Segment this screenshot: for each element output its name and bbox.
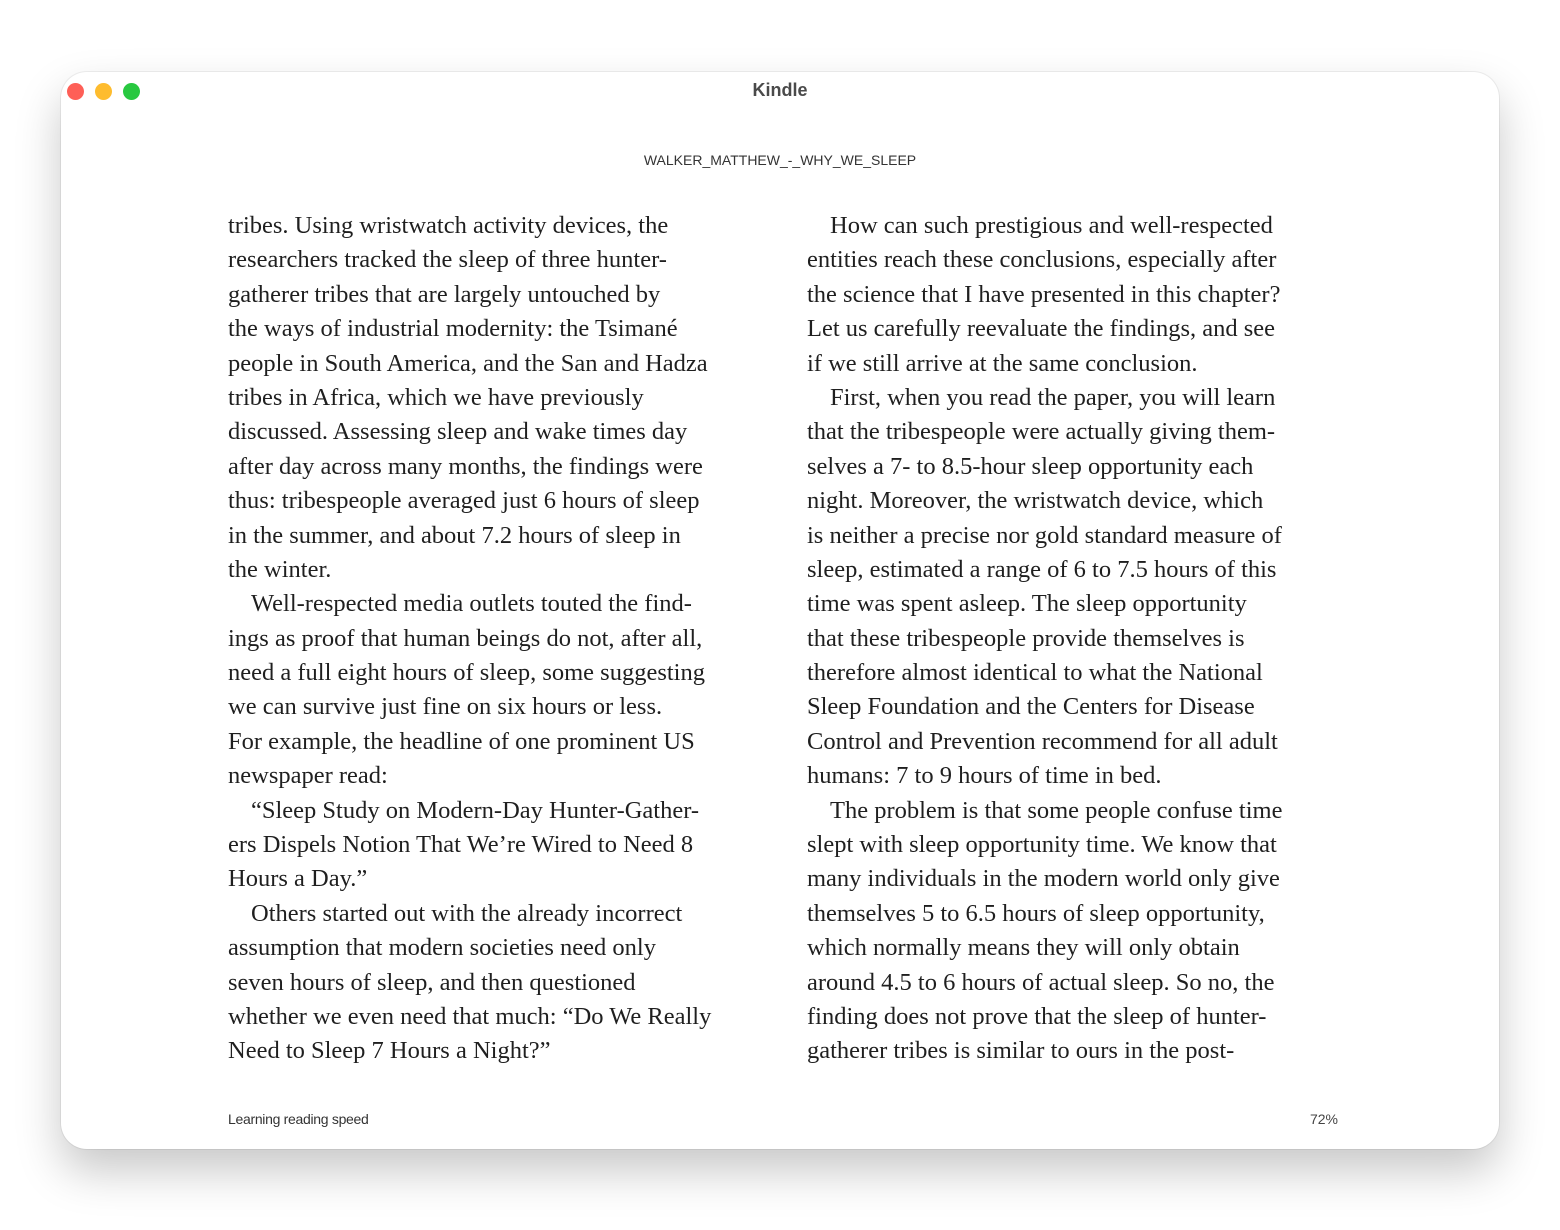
text-line: many individuals in the modern world only give [807, 865, 1280, 893]
text-line: Need to Sleep 7 Hours a Night?” [228, 1037, 551, 1065]
text-line: assumption that modern societies need only [228, 934, 656, 962]
text-line: ings as proof that human beings do not, after all, [228, 624, 703, 652]
book-title: WALKER_MATTHEW_-_WHY_WE_SLEEP [643, 152, 917, 168]
text-line: themselves 5 to 6.5 hours of sleep opportunity, [807, 899, 1265, 927]
text-line: we can survive just fine on six hours or less. [228, 693, 663, 721]
text-line: Sleep Foundation and the Centers for Disease [807, 693, 1255, 721]
text-line: people in South America, and the San and Hadza [228, 349, 708, 377]
text-line: around 4.5 to 6 hours of actual sleep. So no, the [807, 968, 1275, 996]
text-line: discussed. Assessing sleep and wake times day [228, 418, 688, 446]
text-line: night. Moreover, the wristwatch device, which [807, 487, 1264, 515]
text-line: newspaper read: [228, 762, 388, 790]
text-line: “Sleep Study on Modern-Day Hunter-Gather- [251, 796, 700, 824]
text-line: gatherer tribes that are largely untouched by [228, 280, 661, 308]
text-line: the ways of industrial modernity: the Tsimané [228, 315, 678, 343]
text-line: sleep, estimated a range of 6 to 7.5 hours of this [807, 555, 1277, 583]
text-line: is neither a precise nor gold standard measure of [807, 521, 1282, 549]
text-line: How can such prestigious and well-respected [830, 212, 1273, 239]
kindle-window [61, 72, 1499, 1149]
text-line: the science that I have presented in this chapter? [807, 280, 1281, 308]
text-line: which normally means they will only obtain [807, 934, 1240, 962]
text-line: ers Dispels Notion That We’re Wired to Need 8 [228, 831, 694, 859]
text-line: The problem is that some people confuse time [830, 796, 1283, 824]
text-line: whether we even need that much: “Do We Really [228, 1002, 712, 1030]
text-line: thus: tribespeople averaged just 6 hours of sleep [228, 487, 700, 515]
text-line: Let us carefully reevaluate the findings, and see [807, 315, 1276, 343]
page-right-column[interactable] [807, 209, 1352, 1069]
page-left-column[interactable] [228, 209, 773, 1069]
text-line: tribes in Africa, which we have previously [228, 383, 644, 411]
text-line: Hours a Day.” [228, 865, 368, 893]
text-line: gatherer tribes is similar to ours in the post- [807, 1037, 1235, 1065]
text-line: humans: 7 to 9 hours of time in bed. [807, 762, 1162, 790]
text-line: Well-respected media outlets touted the find- [251, 590, 692, 618]
text-line: time was spent asleep. The sleep opportunity [807, 590, 1247, 618]
reading-speed-status[interactable]: Learning reading speed [228, 1111, 369, 1127]
text-line: tribes. Using wristwatch activity devices, the [228, 212, 669, 239]
text-line: in the summer, and about 7.2 hours of sleep in [228, 521, 681, 549]
text-line: that the tribespeople were actually giving them- [807, 418, 1276, 446]
text-line: Others started out with the already incorrect [251, 899, 683, 927]
text-line: researchers tracked the sleep of three hunter- [228, 246, 667, 274]
text-line: therefore almost identical to what the National [807, 659, 1263, 687]
text-line: Control and Prevention recommend for all adult [807, 727, 1278, 755]
text-line: selves a 7- to 8.5-hour sleep opportunity each [807, 452, 1254, 480]
text-line: need a full eight hours of sleep, some suggesting [228, 659, 705, 687]
text-line: if we still arrive at the same conclusion. [807, 349, 1198, 377]
text-line: For example, the headline of one prominent US [228, 727, 695, 755]
text-line: that these tribespeople provide themselves is [807, 624, 1245, 652]
text-line: entities reach these conclusions, especially after [807, 246, 1277, 274]
text-line: seven hours of sleep, and then questioned [228, 968, 636, 996]
text-line: finding does not prove that the sleep of hunter- [807, 1002, 1267, 1030]
text-line: the winter. [228, 555, 332, 583]
progress-percent[interactable]: 72% [1309, 1111, 1338, 1127]
text-line: First, when you read the paper, you will learn [830, 383, 1276, 411]
app-title: Kindle [752, 80, 808, 100]
text-line: after day across many months, the findings were [228, 452, 703, 480]
text-line: slept with sleep opportunity time. We know that [807, 831, 1277, 859]
